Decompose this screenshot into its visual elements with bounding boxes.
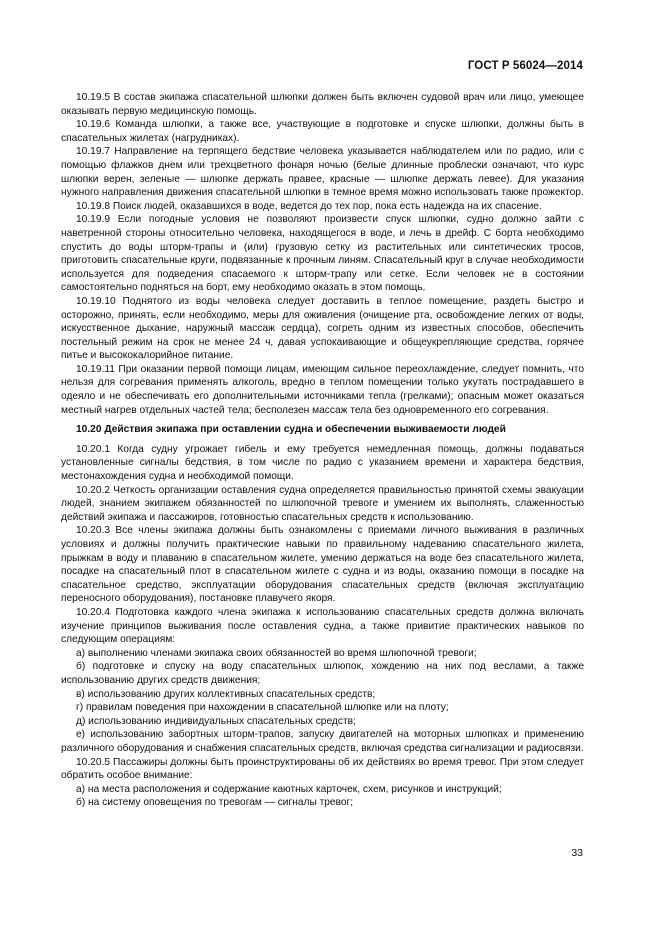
paragraph-10-19-10: 10.19.10 Поднятого из воды человека следует доставить в теплое помещение, раздеть быстро и осторожно, принять, если необходимо, меры для оживления (очищение рта, освобождение легких от воды, искусственное дыхание, наружный массаж сердца), согреть одним из известных способов, обеспечить постельный режим на срок не менее 24 ч, давая успокаивающие и общеукрепляющие средства, горячее питье и высококалорийное питание. <box>61 295 584 362</box>
paragraph-10-19-8: 10.19.8 Поиск людей, оказавшихся в воде, ведется до тех пор, пока есть надежда на их спасение. <box>76 200 542 212</box>
paragraph-10-19-7: 10.19.7 Направление на терпящего бедствие человека указывается наблюдателем или по радио, или с помощью флажков днем или трехцветного фонаря ночью (белые длинные проблески означают, что курс шлюпки верен, зеленые — шлюпке держать правее, красные — шлюпке держать левее). Для указания нужного направления движения спасательной шлюпки в темное время можно использовать также прожектор. <box>61 146 584 199</box>
paragraph-10-20-4: 10.20.4 Подготовка каждого члена экипажа к использованию спасательных средств должна включать изучение принципов выживания после оставления судна, а также привитие практических навыков по следующим операциям: <box>61 606 584 646</box>
list-item-d: д) использованию индивидуальных спасательных средств; <box>76 715 356 727</box>
paragraph-10-20-5: 10.20.5 Пассажиры должны быть проинструктированы об их действиях во время тревог. При этом следует обратить особое внимание: <box>61 756 584 782</box>
paragraph-10-19-5: 10.19.5 В состав экипажа спасательной шлюпки должен быть включен судовой врач или лицо, умеющее оказывать первую медицинскую помощь. <box>61 92 584 117</box>
paragraph-10-20-3: 10.20.3 Все члены экипажа должны быть ознакомлены с приемами личного выживания в различных условиях и должны получить практические навыки по правильному надеванию спасательного жилета, прыжкам в воду и плаванию в спасательном жилете, умению держаться на воде без спасательного жилета, посадке на спасательный плот в спасательном жилете с судна и из воды, оказанию помощи в посадке на спасательное средство, эксплуатации оборудования спасательных средств (включая эксплуатацию переносного оборудования), постановке плавучего якоря. <box>61 525 584 605</box>
paragraph-10-19-11: 10.19.11 При оказании первой помощи лицам, имеющим сильное переохлаждение, следует помнить, что нельзя для согревания применять алкоголь, вредно в теплом помещении только укутать пострадавшего в одеяло и не обеспечивать его дополнительными источниками тепла (грелками); опасным может оказаться местный нагрев отдельных частей тела; бесполезен массаж тела без одновременного его согревания. <box>61 363 584 416</box>
list-item-b-2: б) на систему оповещения по тревогам — сигналы тревог; <box>76 797 354 809</box>
paragraph-10-19-6: 10.19.6 Команда шлюпки, а также все, участвующие в подготовке и спуске шлюпки, должны быть в спасательных жилетах (нагрудниках). <box>61 119 584 144</box>
list-item-g: г) правилам поведения при нахождении в спасательной шлюпке или на плоту; <box>76 702 449 714</box>
list-item-b: б) подготовке и спуску на воду спасательных шлюпок, хождению на них под веслами, а также использованию других средств движения; <box>61 661 584 686</box>
list-item-e: е) использованию забортных шторм-трапов, запуску двигателей на моторных шлюпках и применению различного оборудования и снабжения спасательных средств, включая средства сигнализации и радиосвязи. <box>61 729 584 754</box>
list-item-v: в) использованию других коллективных спасательных средств; <box>76 688 376 700</box>
section-heading-10-20: 10.20 Действия экипажа при оставлении судна и обеспечении выживаемости людей <box>76 424 506 436</box>
paragraph-10-20-2: 10.20.2 Четкость организации оставления судна определяется правильностью принятой схемы эвакуации людей, знанием экипажем обязанностей по шлюпочной тревоге и умением их выполнять, слаженностью действий экипажа и пассажиров, готовностью спасательных средств к использованию. <box>61 484 584 523</box>
list-item-a: а) выполнению членами экипажа своих обязанностей во время шлюпочной тревоги; <box>76 647 477 659</box>
paragraph-10-20-1: 10.20.1 Когда судну угрожает гибель и ему требуется немедленная помощь, должны подаваться установленные сигналы бедствия, в том числе по радио с указанием времени и характера бедствия, местонахождения судна и необходимой помощи. <box>61 443 584 483</box>
paragraph-10-19-9: 10.19.9 Если погодные условия не позволяют произвести спуск шлюпки, судно должно зайти с наветренной стороны относительно человека, находящегося в воде, и лечь в дрейф. С борта необходимо спустить до воды шторм-трапы и (или) грузовую сетку из растительных или синтетических тросов, приготовить спасательные круги, подвязанные к прочным линям. Спасательный круг в случае необходимости используется для подведения спасаемого к шторм-трапу или сетке. Если человек не в состоянии самостоятельно подняться на борт, ему необходимо оказать в этом помощь. <box>61 214 584 294</box>
document-code: ГОСТ Р 56024—2014 <box>467 60 583 72</box>
document-body <box>61 91 584 810</box>
page-number: 33 <box>571 847 583 859</box>
list-item-a-2: а) на места расположения и содержание каютных карточек, схем, рисунков и инструкций; <box>76 783 502 795</box>
